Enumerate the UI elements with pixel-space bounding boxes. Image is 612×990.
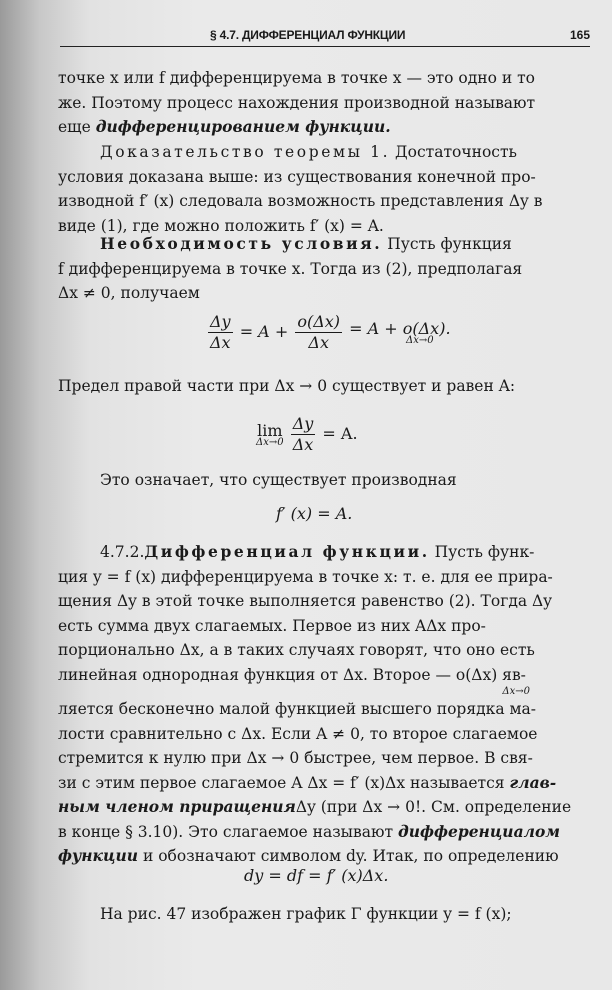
text-line: Предел правой части при Δx → 0 существует и равен A: [58, 377, 516, 395]
term-differential: дифференциалом [397, 821, 561, 841]
running-header [60, 24, 590, 47]
text-line: Это означает, что существует производная [100, 471, 457, 489]
text-run: Δy (при Δx → 0!. См. определение [295, 798, 572, 816]
paragraph-figure-ref [58, 902, 586, 927]
term-principal-part: ным членом приращения [58, 797, 296, 816]
paragraph-differential [58, 540, 586, 869]
text-run: Пусть функция [382, 235, 512, 253]
text-line: лости сравнительно с Δx. Если A ≠ 0, то второе слагаемое [58, 724, 538, 743]
text-line: же. Поэтому процесс нахождения производной называют [58, 93, 536, 112]
spaced-heading: Необходимость условия. [100, 234, 383, 253]
text-run: еще [58, 118, 96, 136]
text-line: условия доказана выше: из существования конечной про- [58, 167, 536, 186]
spaced-heading: Дифференциал функции. [144, 542, 430, 561]
text-subscript: Δx→0 [502, 686, 530, 697]
text-run: в конце § 3.10). Это слагаемое называют [58, 822, 398, 841]
page-number: 165 [569, 28, 590, 42]
formula-derivative: f′ (x) = A. [276, 504, 353, 523]
formula-increment-ratio: $\frac{\Delta y}{\Delta x}$ = A + $\frac{o(\Delta x)}{\Delta x}$ = A + o(Δx). Δx→0 [210, 312, 451, 352]
text-line: f дифференцируема в точке x. Тогда из (2), предполагая [58, 259, 523, 278]
text-run: зи с этим первое слагаемое A Δx = f′ (x)Δx называется [58, 773, 510, 792]
text-line: ляется бесконечно малой функцией высшего порядка ма- [58, 700, 537, 718]
text-line: стремится к нулю при Δx → 0 быстрее, чем первое. В свя- [58, 749, 533, 767]
section-number: 4.7.2. [100, 543, 145, 561]
spaced-heading: Доказательство теоремы 1. [100, 143, 391, 161]
paragraph-limit [58, 374, 586, 399]
text-line: есть сумма двух слагаемых. Первое из них AΔx про- [58, 616, 486, 635]
text-line: линейная однородная функция от Δx. Второе — o(Δx) яв- [58, 665, 526, 684]
paragraph-derivative-exists [58, 468, 586, 493]
term-differentiation: дифференцированием функции. [95, 117, 391, 136]
text-line: На рис. 47 изображен график Γ функции y = f (x); [100, 905, 512, 923]
text-line: точке x или f дифференцируема в точке x — это одно и то [58, 69, 536, 87]
text-line: ция y = f (x) дифференцируема в точке x: т. е. для ее прира- [58, 567, 553, 586]
term-principal-part: глав- [509, 772, 557, 792]
text-line: порционально Δx, а в таких случаях говорят, что оно есть [58, 641, 535, 659]
text-run: и обозначают символом dy. Итак, по определению [138, 847, 559, 865]
text-line: виде (1), где можно положить f′ (x) = A. [58, 216, 384, 235]
text-line: щения Δy в этой точке выполняется равенство (2). Тогда Δy [58, 592, 552, 610]
paragraph-proof [58, 140, 586, 238]
formula-limit: lim Δx→0 $\frac{\Delta y}{\Delta x}$ = A. [256, 414, 358, 454]
text-run: Достаточность [390, 143, 517, 161]
term-function: функции [58, 846, 139, 865]
header-title: § 4.7. ДИФФЕРЕНЦИАЛ ФУНКЦИИ [210, 28, 406, 42]
text-run: Пусть функ- [429, 543, 535, 561]
text-line: изводной f′ (x) следовала возможность представления Δy в [58, 192, 543, 210]
formula-differential: dy = df = f′ (x)Δx. [244, 866, 389, 885]
paragraph-necessity [58, 232, 586, 306]
paragraph-1 [58, 66, 586, 140]
text-line: Δx ≠ 0, получаем [58, 284, 200, 302]
